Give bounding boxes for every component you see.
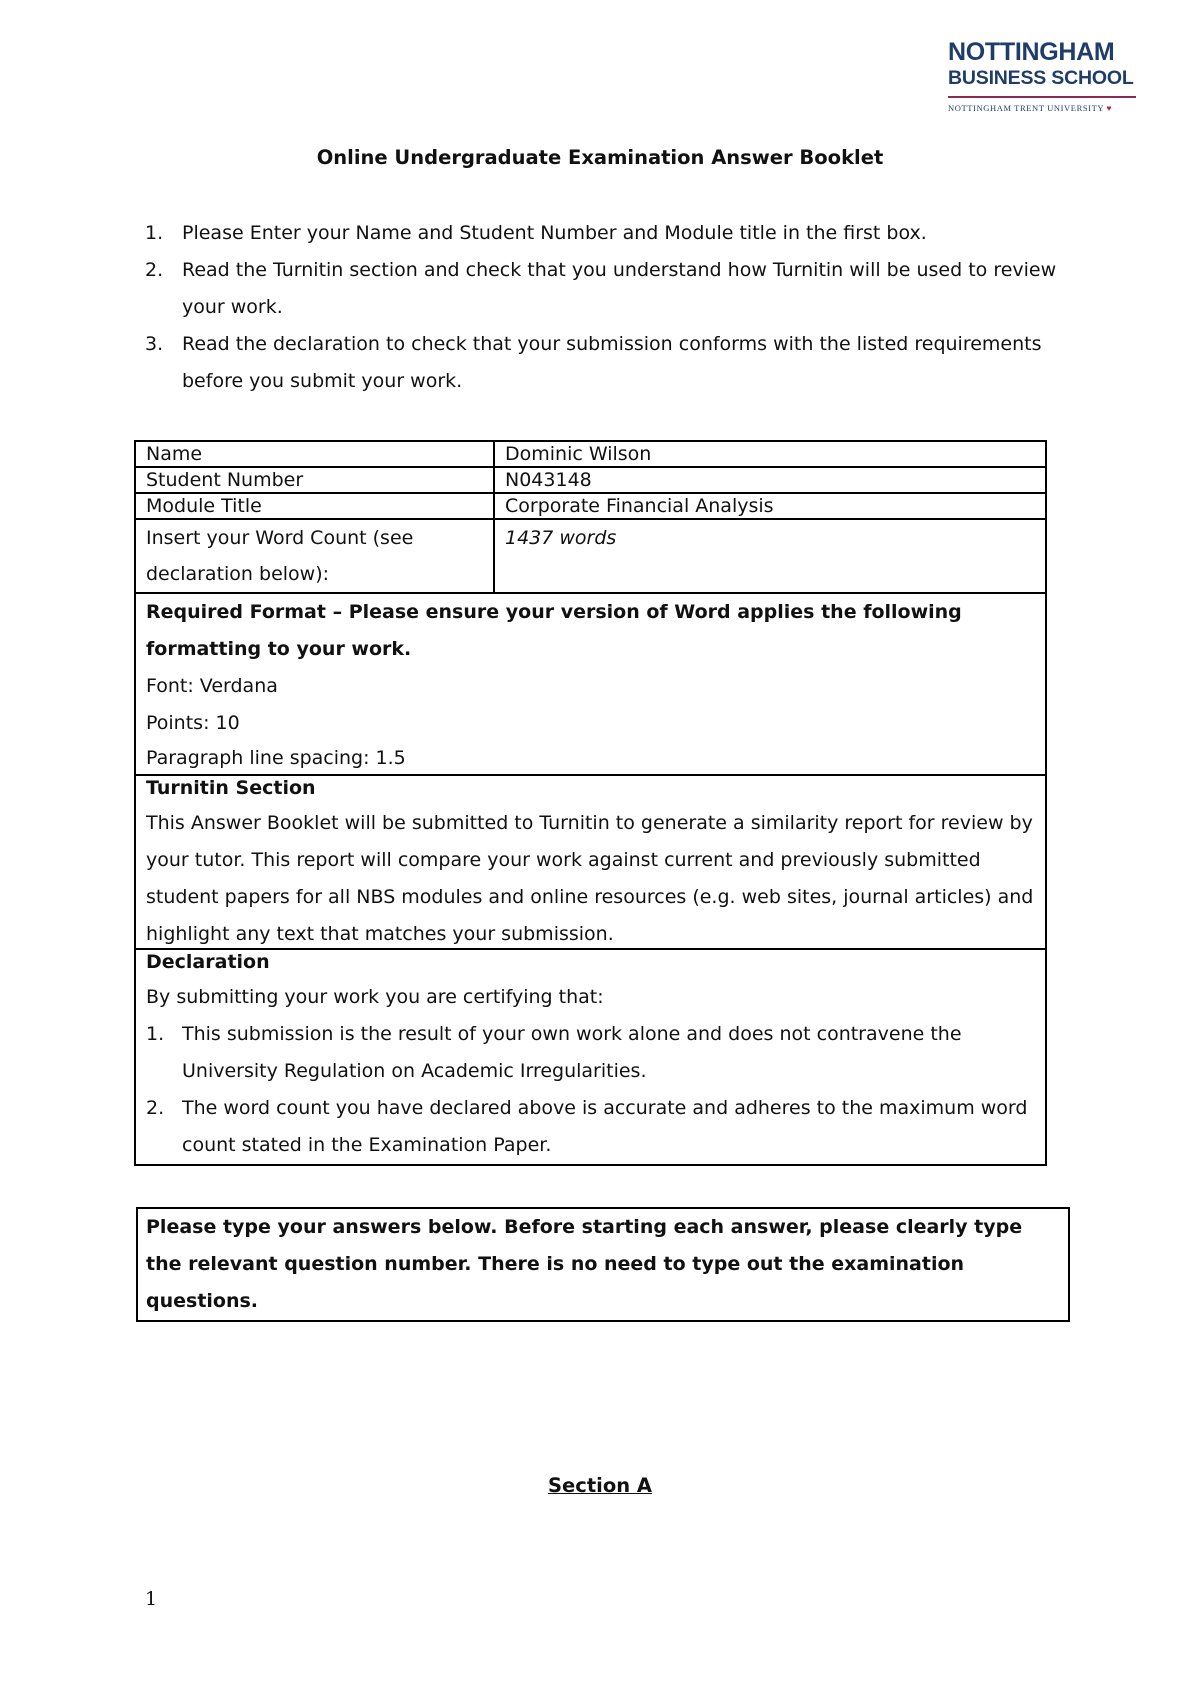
declaration-section [136, 950, 1045, 1164]
logo-line-1: NOTTINGHAM [948, 38, 1115, 66]
instruction-item: 1. Please Enter your Name and Student Number and Module title in the first box. [145, 222, 927, 244]
instruction-item: 3. Read the declaration to check that your submission conforms with the listed requirements before you submit your work. [145, 333, 1042, 392]
name-value[interactable]: Dominic Wilson [505, 443, 652, 465]
section-a-heading: Section A [548, 1474, 652, 1497]
name-label: Name [136, 442, 495, 466]
table-row [136, 494, 1045, 520]
heart-icon: ♥ [1106, 103, 1113, 113]
format-font: Font: Verdana [146, 675, 278, 697]
school-logo [948, 38, 1138, 113]
module-title-label: Module Title [136, 494, 495, 518]
logo-line-2: BUSINESS SCHOOL [948, 67, 1134, 89]
student-number-label: Student Number [136, 468, 495, 492]
student-number-value[interactable]: N043148 [505, 469, 592, 491]
page-title: Online Undergraduate Examination Answer Booklet [316, 146, 884, 169]
table-row [136, 468, 1045, 494]
student-info-table [134, 440, 1047, 1166]
declaration-item: 2. The word count you have declared above is accurate and adheres to the maximum word count stated in the Examination Paper. [146, 1097, 1028, 1156]
page-number: 1 [145, 1588, 158, 1610]
required-format-heading: Required Format – Please ensure your version of Word applies the following formatting to your work. [146, 601, 962, 660]
table-row [136, 520, 1045, 594]
logo-divider [948, 96, 1136, 98]
word-count-value[interactable]: 1437 words [505, 527, 617, 549]
module-title-value[interactable]: Corporate Financial Analysis [505, 495, 774, 517]
declaration-item: 1. This submission is the result of your own work alone and does not contravene the University Regulation on Academic Irregularities. [146, 1023, 962, 1082]
required-format-section [136, 594, 1045, 776]
turnitin-section [136, 776, 1045, 950]
word-count-label: Insert your Word Count (see declaration below): [136, 520, 495, 592]
table-row [136, 442, 1045, 468]
format-points: Points: 10 [146, 712, 240, 734]
logo-line-3: NOTTINGHAM TRENT UNIVERSITY ♥ [948, 103, 1113, 113]
turnitin-heading: Turnitin Section [146, 777, 316, 799]
declaration-list [146, 1016, 1035, 1164]
instruction-item: 2. Read the Turnitin section and check that you understand how Turnitin will be used to review your work. [145, 259, 1057, 318]
instructions-list [145, 215, 1065, 400]
turnitin-body: This Answer Booklet will be submitted to Turnitin to generate a similarity report for review by your tutor. This report will compare your work against current and previously submitted student papers for all NBS modules and online resources (e.g. web sites, journal articles) and highlight any text that matches your submission. [146, 812, 1034, 945]
format-spacing: Paragraph line spacing: 1.5 [146, 747, 406, 769]
declaration-intro: By submitting your work you are certifying that: [146, 986, 604, 1008]
answer-instructions-box: Please type your answers below. Before starting each answer, please clearly type the relevant question number. There is no need to type out the examination questions. [136, 1207, 1070, 1322]
declaration-heading: Declaration [146, 951, 270, 973]
